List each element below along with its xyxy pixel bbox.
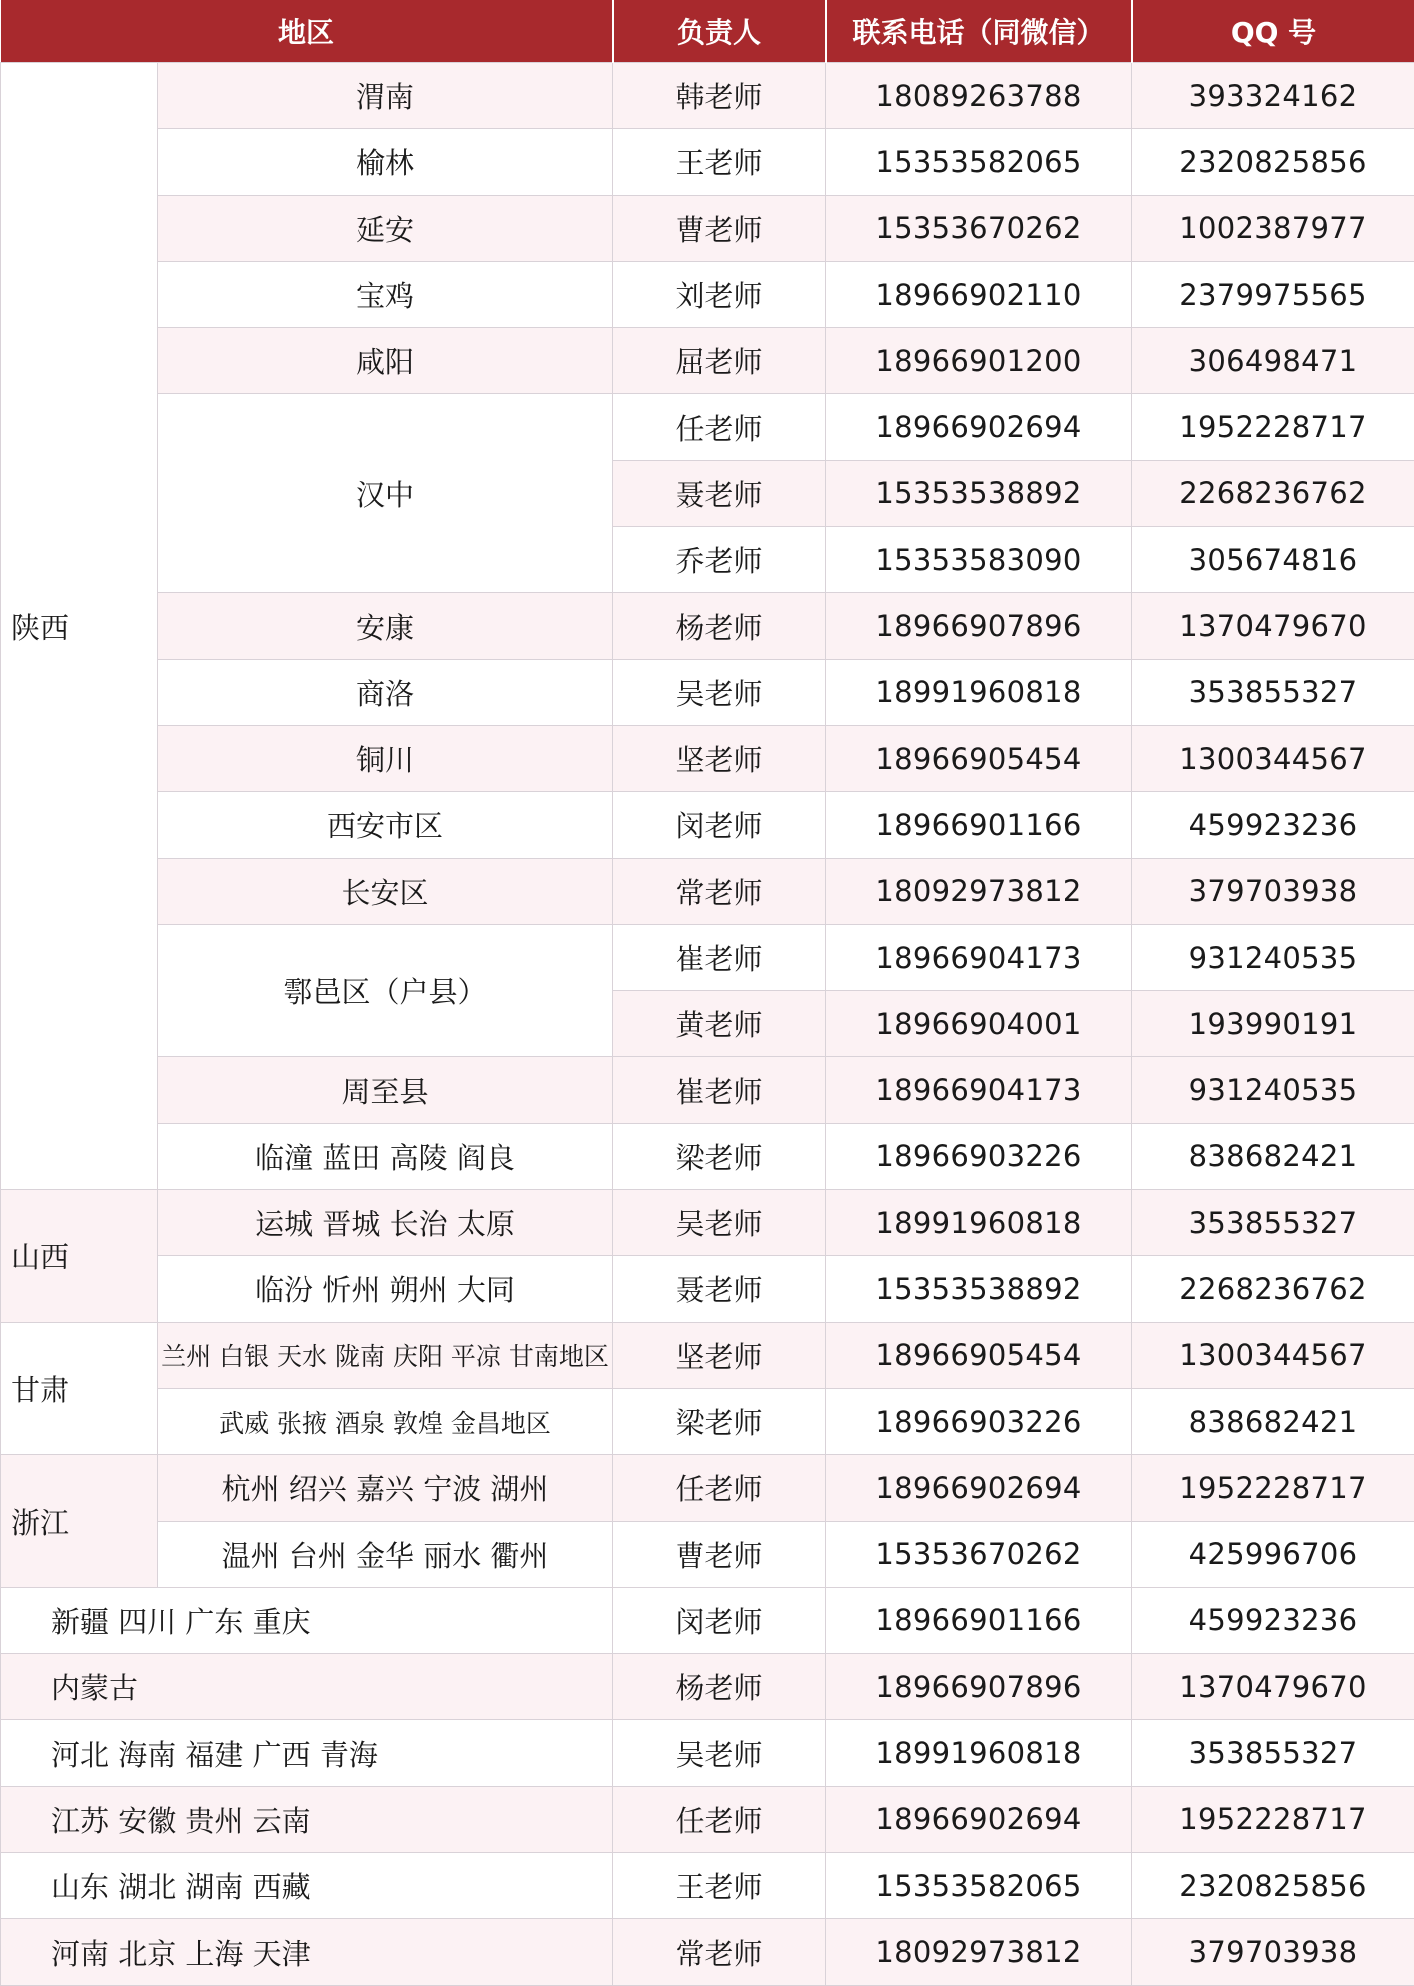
person-cell: 聂老师 [613, 460, 826, 526]
province-cell: 山西 [1, 1190, 158, 1323]
city-cell: 武威 张掖 酒泉 敦煌 金昌地区 [158, 1388, 613, 1454]
person-cell: 聂老师 [613, 1256, 826, 1322]
person-cell: 任老师 [613, 1455, 826, 1521]
phone-cell: 15353582065 [826, 129, 1132, 195]
phone-cell: 18966901200 [826, 328, 1132, 394]
city-cell: 安康 [158, 593, 613, 659]
phone-cell: 18966903226 [826, 1123, 1132, 1189]
city-cell: 渭南 [158, 63, 613, 129]
city-cell: 周至县 [158, 1057, 613, 1123]
city-cell: 鄠邑区（户县） [158, 924, 613, 1057]
person-cell: 吴老师 [613, 1190, 826, 1256]
table-row [1, 1256, 1414, 1322]
table-row [1, 1521, 1414, 1587]
header-qq: QQ 号 [1132, 0, 1414, 63]
qq-cell: 1370479670 [1132, 1654, 1414, 1720]
table-row [1, 394, 1414, 460]
person-cell: 屈老师 [613, 328, 826, 394]
phone-cell: 18092973812 [826, 1919, 1132, 1986]
phone-cell: 18966904173 [826, 924, 1132, 990]
phone-cell: 18966903226 [826, 1388, 1132, 1454]
table-row [1, 792, 1414, 858]
phone-cell: 18966901166 [826, 1587, 1132, 1653]
table-row [1, 924, 1414, 990]
province-cell: 浙江 [1, 1455, 158, 1588]
person-cell: 梁老师 [613, 1388, 826, 1454]
qq-cell: 2268236762 [1132, 1256, 1414, 1322]
table-row [1, 1786, 1414, 1852]
region-cell: 河南 北京 上海 天津 [1, 1919, 613, 1986]
city-cell: 宝鸡 [158, 261, 613, 327]
phone-cell: 18991960818 [826, 1720, 1132, 1786]
header-row [1, 0, 1414, 63]
qq-cell: 393324162 [1132, 63, 1414, 129]
qq-cell: 1952228717 [1132, 394, 1414, 460]
qq-cell: 931240535 [1132, 924, 1414, 990]
phone-cell: 18089263788 [826, 63, 1132, 129]
qq-cell: 931240535 [1132, 1057, 1414, 1123]
table-row [1, 328, 1414, 394]
phone-cell: 15353538892 [826, 460, 1132, 526]
phone-cell: 18966907896 [826, 593, 1132, 659]
person-cell: 常老师 [613, 858, 826, 924]
qq-cell: 1300344567 [1132, 725, 1414, 791]
qq-cell: 1002387977 [1132, 195, 1414, 261]
qq-cell: 459923236 [1132, 1587, 1414, 1653]
qq-cell: 838682421 [1132, 1388, 1414, 1454]
city-cell: 杭州 绍兴 嘉兴 宁波 湖州 [158, 1455, 613, 1521]
person-cell: 梁老师 [613, 1123, 826, 1189]
table-row [1, 1455, 1414, 1521]
city-cell: 汉中 [158, 394, 613, 593]
phone-cell: 15353670262 [826, 195, 1132, 261]
person-cell: 崔老师 [613, 924, 826, 990]
table-row [1, 1853, 1414, 1919]
person-cell: 刘老师 [613, 261, 826, 327]
person-cell: 坚老师 [613, 725, 826, 791]
person-cell: 乔老师 [613, 527, 826, 593]
person-cell: 杨老师 [613, 1654, 826, 1720]
person-cell: 常老师 [613, 1919, 826, 1986]
phone-cell: 15353538892 [826, 1256, 1132, 1322]
qq-cell: 838682421 [1132, 1123, 1414, 1189]
phone-cell: 15353582065 [826, 1853, 1132, 1919]
phone-cell: 15353583090 [826, 527, 1132, 593]
person-cell: 闵老师 [613, 792, 826, 858]
table-row [1, 1057, 1414, 1123]
region-cell: 山东 湖北 湖南 西藏 [1, 1853, 613, 1919]
phone-cell: 18991960818 [826, 659, 1132, 725]
city-cell: 温州 台州 金华 丽水 衢州 [158, 1521, 613, 1587]
qq-cell: 425996706 [1132, 1521, 1414, 1587]
phone-cell: 18966904001 [826, 991, 1132, 1057]
person-cell: 曹老师 [613, 1521, 826, 1587]
qq-cell: 1370479670 [1132, 593, 1414, 659]
person-cell: 黄老师 [613, 991, 826, 1057]
person-cell: 吴老师 [613, 659, 826, 725]
phone-cell: 18966902110 [826, 261, 1132, 327]
person-cell: 闵老师 [613, 1587, 826, 1653]
person-cell: 任老师 [613, 1786, 826, 1852]
table-row [1, 1190, 1414, 1256]
phone-cell: 15353670262 [826, 1521, 1132, 1587]
qq-cell: 459923236 [1132, 792, 1414, 858]
phone-cell: 18991960818 [826, 1190, 1132, 1256]
phone-cell: 18966905454 [826, 725, 1132, 791]
province-cell: 陕西 [1, 63, 158, 1190]
phone-cell: 18966904173 [826, 1057, 1132, 1123]
qq-cell: 353855327 [1132, 1720, 1414, 1786]
region-cell: 江苏 安徽 贵州 云南 [1, 1786, 613, 1852]
qq-cell: 2320825856 [1132, 1853, 1414, 1919]
header-phone: 联系电话（同微信） [826, 0, 1132, 63]
table-row [1, 593, 1414, 659]
phone-cell: 18966905454 [826, 1322, 1132, 1388]
city-cell: 延安 [158, 195, 613, 261]
table-row [1, 1919, 1414, 1986]
phone-cell: 18966907896 [826, 1654, 1132, 1720]
qq-cell: 353855327 [1132, 1190, 1414, 1256]
qq-cell: 2320825856 [1132, 129, 1414, 195]
qq-cell: 1952228717 [1132, 1455, 1414, 1521]
city-cell: 临潼 蓝田 高陵 阎良 [158, 1123, 613, 1189]
qq-cell: 353855327 [1132, 659, 1414, 725]
person-cell: 王老师 [613, 1853, 826, 1919]
qq-cell: 1300344567 [1132, 1322, 1414, 1388]
region-cell: 内蒙古 [1, 1654, 613, 1720]
table-row [1, 63, 1414, 129]
city-cell: 兰州 白银 天水 陇南 庆阳 平凉 甘南地区 [158, 1322, 613, 1388]
table-row [1, 1720, 1414, 1786]
qq-cell: 306498471 [1132, 328, 1414, 394]
person-cell: 坚老师 [613, 1322, 826, 1388]
table-row [1, 1388, 1414, 1454]
person-cell: 王老师 [613, 129, 826, 195]
city-cell: 榆林 [158, 129, 613, 195]
person-cell: 曹老师 [613, 195, 826, 261]
table-row [1, 659, 1414, 725]
table-row [1, 1587, 1414, 1653]
table-row [1, 1123, 1414, 1189]
phone-cell: 18092973812 [826, 858, 1132, 924]
person-cell: 崔老师 [613, 1057, 826, 1123]
city-cell: 铜川 [158, 725, 613, 791]
city-cell: 运城 晋城 长治 太原 [158, 1190, 613, 1256]
table-row [1, 1654, 1414, 1720]
header-region: 地区 [1, 0, 613, 63]
qq-cell: 379703938 [1132, 858, 1414, 924]
person-cell: 任老师 [613, 394, 826, 460]
table-row [1, 858, 1414, 924]
city-cell: 西安市区 [158, 792, 613, 858]
city-cell: 咸阳 [158, 328, 613, 394]
qq-cell: 193990191 [1132, 991, 1414, 1057]
table-row [1, 195, 1414, 261]
city-cell: 临汾 忻州 朔州 大同 [158, 1256, 613, 1322]
region-cell: 河北 海南 福建 广西 青海 [1, 1720, 613, 1786]
person-cell: 杨老师 [613, 593, 826, 659]
qq-cell: 379703938 [1132, 1919, 1414, 1986]
phone-cell: 18966902694 [826, 394, 1132, 460]
header-person: 负责人 [613, 0, 826, 63]
region-cell: 新疆 四川 广东 重庆 [1, 1587, 613, 1653]
person-cell: 吴老师 [613, 1720, 826, 1786]
table-row [1, 725, 1414, 791]
city-cell: 长安区 [158, 858, 613, 924]
table-row [1, 261, 1414, 327]
qq-cell: 305674816 [1132, 527, 1414, 593]
phone-cell: 18966901166 [826, 792, 1132, 858]
phone-cell: 18966902694 [826, 1455, 1132, 1521]
phone-cell: 18966902694 [826, 1786, 1132, 1852]
table-row [1, 129, 1414, 195]
table-row [1, 1322, 1414, 1388]
qq-cell: 2379975565 [1132, 261, 1414, 327]
qq-cell: 1952228717 [1132, 1786, 1414, 1852]
city-cell: 商洛 [158, 659, 613, 725]
person-cell: 韩老师 [613, 63, 826, 129]
qq-cell: 2268236762 [1132, 460, 1414, 526]
province-cell: 甘肃 [1, 1322, 158, 1455]
